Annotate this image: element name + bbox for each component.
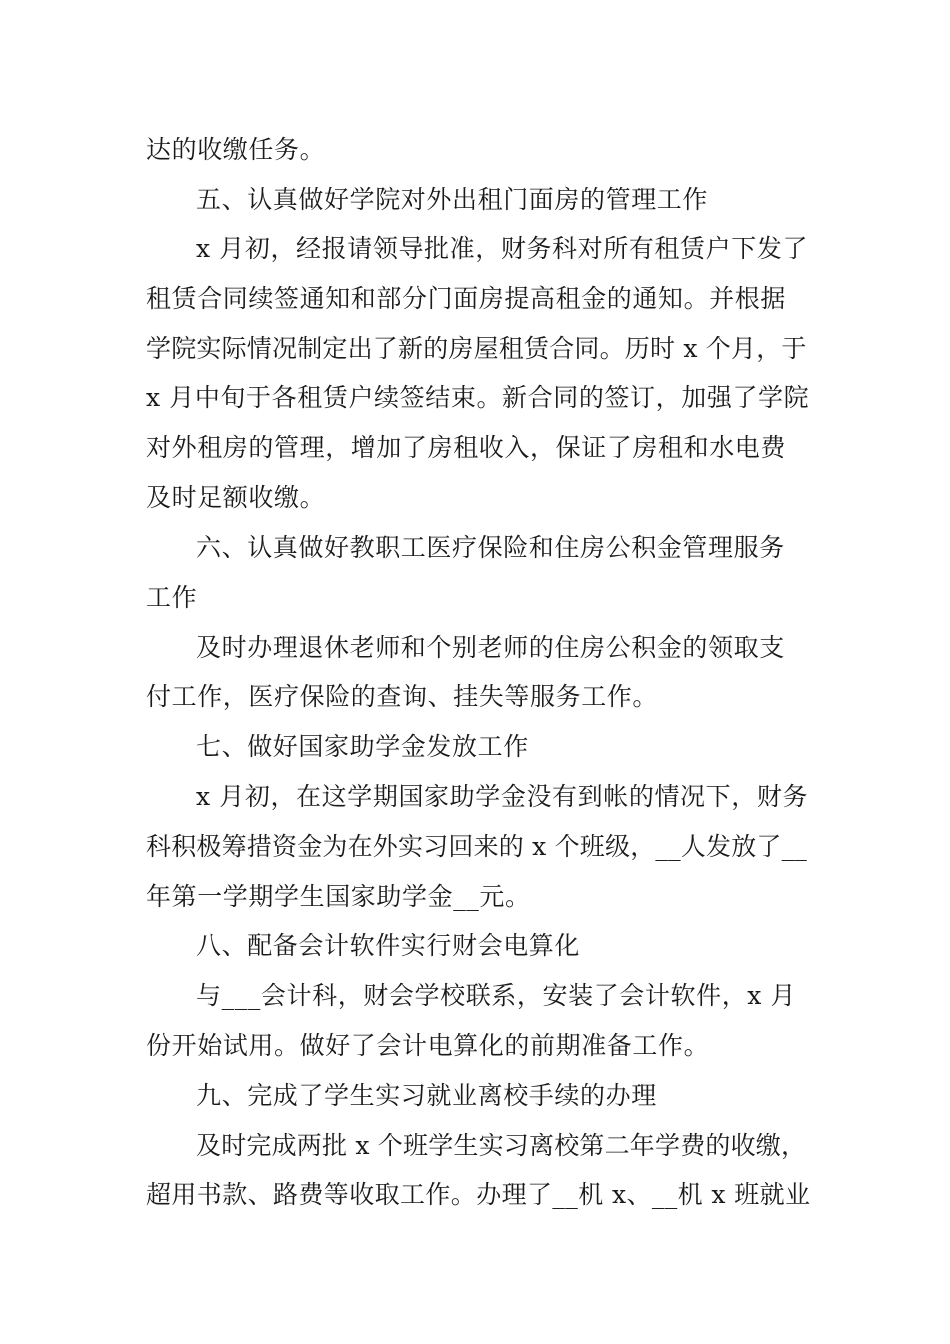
text-line: 学院实际情况制定出了新的房屋租赁合同。历时 x 个月，于 (146, 334, 807, 363)
text-line: 及时足额收缴。 (146, 483, 326, 512)
text-line: 科积极筹措资金为在外实习回来的 x 个班级，__人发放了__ (146, 832, 807, 861)
text-line: 份开始试用。做好了会计电算化的前期准备工作。 (146, 1031, 710, 1060)
text-line: 超用书款、路费等收取工作。办理了__机 x、__机 x 班就业 (146, 1180, 811, 1209)
text-line: 及时完成两批 x 个班学生实习离校第二年学费的收缴， (196, 1131, 807, 1160)
text-line: 付工作，医疗保险的查询、挂失等服务工作。 (146, 682, 659, 711)
text-line: x 月初，经报请领导批准，财务科对所有租赁户下发了 (196, 234, 809, 263)
section-heading-8: 八、配备会计软件实行财会电算化 (196, 931, 581, 960)
text-line: x 月初，在这学期国家助学金没有到帐的情况下，财务 (196, 782, 809, 811)
text-line: 及时办理退休老师和个别老师的住房公积金的领取支 (196, 633, 785, 662)
text-line: 对外租房的管理，增加了房租收入，保证了房租和水电费 (146, 433, 787, 462)
section-heading-9: 九、完成了学生实习就业离校手续的办理 (196, 1081, 657, 1110)
section-heading-6: 六、认真做好教职工医疗保险和住房公积金管理服务 (196, 533, 785, 562)
text-line: 达的收缴任务。 (146, 135, 326, 164)
section-heading-5: 五、认真做好学院对外出租门面房的管理工作 (196, 185, 709, 214)
text-line: x 月中旬于各租赁户续签结束。新合同的签订，加强了学院 (146, 383, 810, 412)
text-line: 租赁合同续签通知和部分门面房提高租金的通知。并根据 (146, 284, 787, 313)
text-line: 工作 (146, 583, 198, 612)
text-line: 年第一学期学生国家助学金__元。 (146, 882, 531, 911)
section-heading-7: 七、做好国家助学金发放工作 (196, 732, 529, 761)
text-line: 与___会计科，财会学校联系，安装了会计软件，x 月 (196, 981, 797, 1010)
